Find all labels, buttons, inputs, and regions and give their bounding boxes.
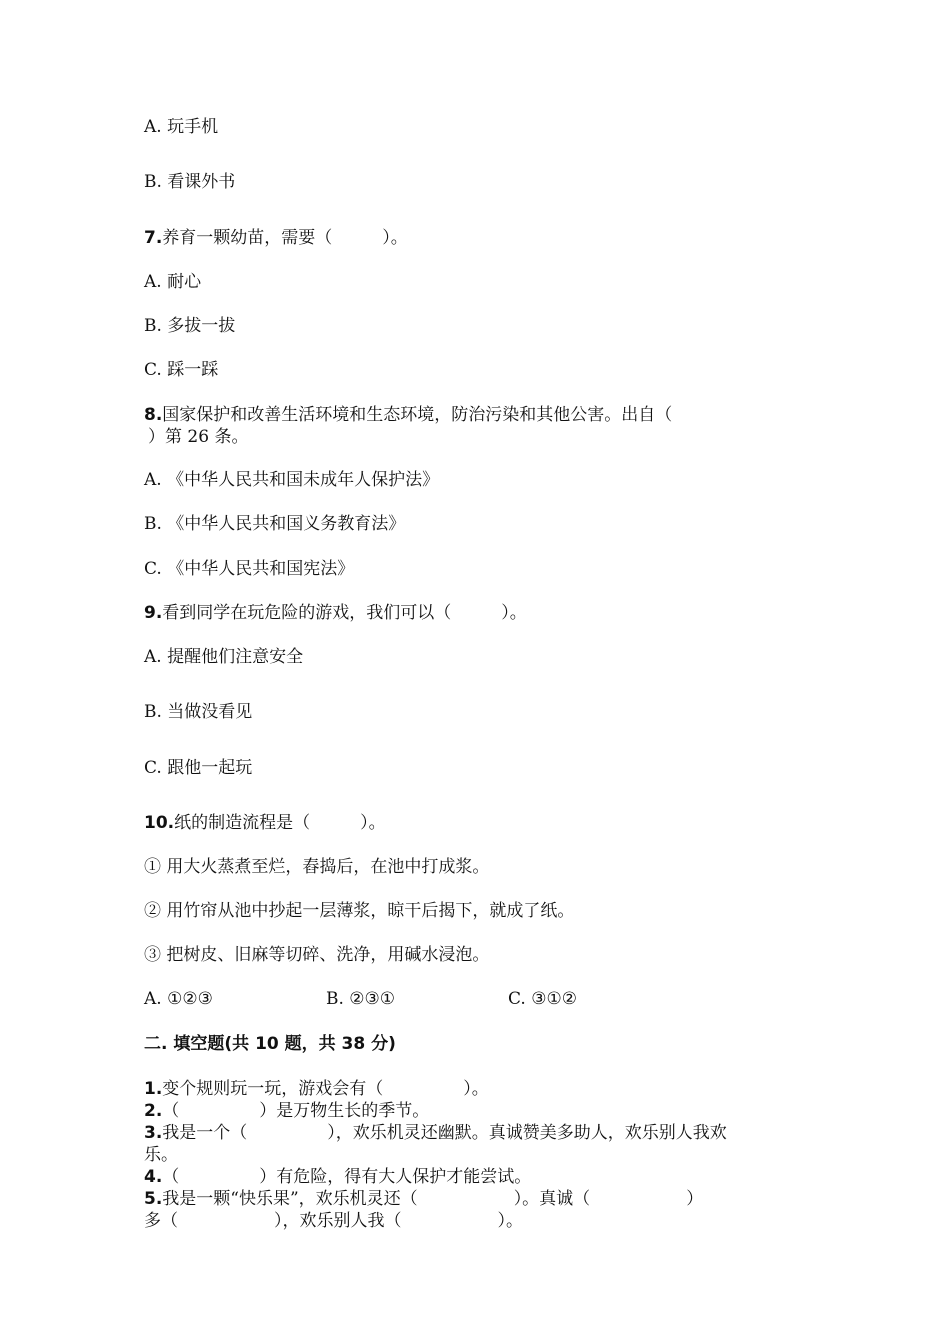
fill-4-post: ）有危险，得有大人保护才能尝试。: [259, 1167, 532, 1187]
fill-5-line2-mid: ），欢乐别人我（: [274, 1211, 402, 1231]
fill-1-number: 1.: [144, 1079, 163, 1099]
fill-2-post: ）是万物生长的季节。: [259, 1101, 430, 1121]
q7-stem: [144, 227, 408, 249]
q10-step-2: ② 用竹帘从池中抄起一层薄浆，晾干后揭下，就成了纸。: [144, 901, 575, 921]
q8-stem-line1: 国家保护和改善生活环境和生态环境，防治污染和其他公害。出自（: [162, 405, 673, 425]
fill-3: [144, 1122, 727, 1144]
q9-option-b[interactable]: B. 当做没看见: [144, 702, 253, 722]
q10-stem: [144, 812, 386, 834]
fill-5: [144, 1188, 703, 1210]
q10-stem-post: ）。: [360, 813, 386, 833]
q9-option-a[interactable]: A. 提醒他们注意安全: [144, 647, 304, 667]
fill-5-mid: ）。真诚（: [513, 1189, 591, 1209]
q10-number: 10.: [144, 813, 175, 833]
fill-3-post: ），欢乐机灵还幽默。真诚赞美多助人，欢乐别人我欢: [327, 1123, 727, 1143]
fill-1-post: ）。: [463, 1079, 489, 1099]
q7-option-a[interactable]: A. 耐心: [144, 272, 202, 292]
fill-2-number: 2.: [144, 1101, 163, 1121]
q6-option-a[interactable]: A. 玩手机: [144, 117, 219, 137]
q10-step-3: ③ 把树皮、旧麻等切碎、洗净，用碱水浸泡。: [144, 945, 490, 965]
q10-step-1: ① 用大火蒸煮至烂，舂捣后，在池中打成浆。: [144, 857, 490, 877]
section-2-title: 二. 填空题(共 10 题，共 38 分): [144, 1034, 396, 1054]
fill-4-number: 4.: [144, 1167, 163, 1187]
q9-number: 9.: [144, 603, 163, 623]
fill-5-pre: 我是一颗“快乐果”，欢乐机灵还（: [162, 1189, 418, 1209]
q9-stem-pre: 看到同学在玩危险的游戏，我们可以（: [162, 603, 452, 623]
q10-stem-pre: 纸的制造流程是（: [174, 813, 311, 833]
q10-option-b[interactable]: B. ②③①: [326, 989, 396, 1009]
fill-2: [144, 1100, 429, 1122]
fill-4-pre: （: [162, 1167, 180, 1187]
q8-option-b[interactable]: B. 《中华人民共和国义务教育法》: [144, 514, 406, 534]
q7-option-c[interactable]: C. 踩一踩: [144, 360, 219, 380]
q8-stem-line2: ）第 26 条。: [148, 427, 249, 447]
q7-stem-post: ）。: [382, 228, 408, 248]
q7-stem-pre: 养育一颗幼苗，需要（: [162, 228, 333, 248]
q7-option-b[interactable]: B. 多拔一拔: [144, 316, 236, 336]
q8-option-a[interactable]: A. 《中华人民共和国未成年人保护法》: [144, 470, 440, 490]
fill-5-line2-end: ）。: [497, 1211, 523, 1231]
q9-option-c[interactable]: C. 跟他一起玩: [144, 758, 253, 778]
q10-option-a[interactable]: A. ①②③: [144, 989, 213, 1009]
fill-2-pre: （: [162, 1101, 180, 1121]
q7-number: 7.: [144, 228, 163, 248]
q9-stem: [144, 602, 527, 624]
q6-option-b[interactable]: B. 看课外书: [144, 172, 236, 192]
fill-5-line2: [144, 1210, 523, 1232]
fill-4: [144, 1166, 531, 1188]
q8-number: 8.: [144, 405, 163, 425]
fill-3-pre: 我是一个（: [162, 1123, 248, 1143]
q8-stem: [144, 404, 672, 426]
fill-1: [144, 1078, 489, 1100]
fill-5-end: ）: [686, 1189, 704, 1209]
q9-stem-post: ）。: [501, 603, 527, 623]
fill-3-number: 3.: [144, 1123, 163, 1143]
q8-option-c[interactable]: C. 《中华人民共和国宪法》: [144, 559, 355, 579]
fill-3-line2: 乐。: [144, 1145, 178, 1165]
fill-5-number: 5.: [144, 1189, 163, 1209]
q10-option-c[interactable]: C. ③①②: [508, 989, 577, 1009]
fill-1-pre: 变个规则玩一玩，游戏会有（: [162, 1079, 384, 1099]
fill-5-line2-pre: 多（: [144, 1211, 178, 1231]
